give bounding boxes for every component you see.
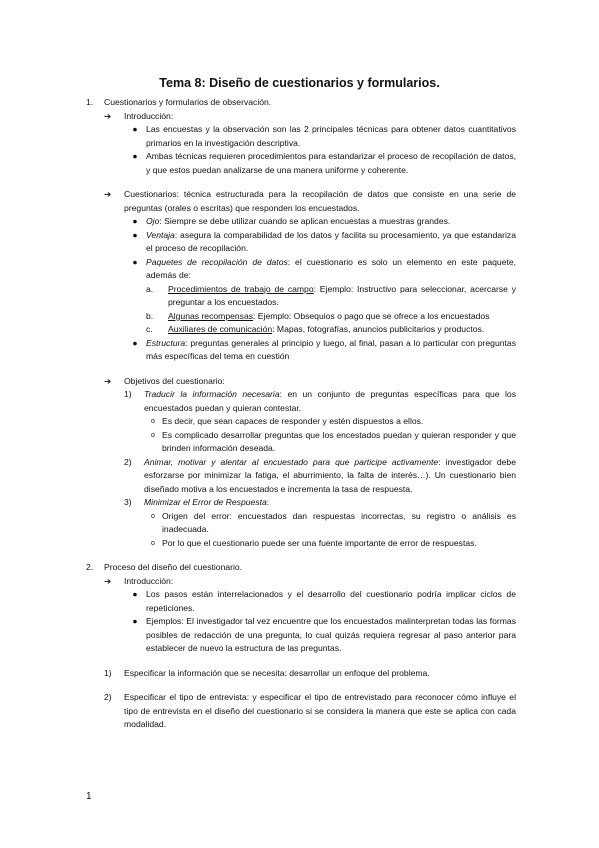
circle-bullet-icon: o: [151, 539, 155, 547]
circle-bullet-icon: o: [151, 512, 155, 520]
list-item: [124, 615, 516, 656]
circle-bullet-icon: o: [151, 431, 155, 439]
item-text: : Ejemplo: Obsequios o pago que se ofrece a los encuestados: [253, 310, 490, 321]
cuestionarios-text: Cuestionarios: técnica estructurada para la recopilación de datos que consiste en una serie de preguntas (orales o escritas) que responden los encuestados.: [124, 189, 516, 213]
page-number: 1: [86, 791, 92, 802]
step-item: [104, 667, 516, 681]
list-item: [124, 496, 516, 510]
bullet-icon: ●: [132, 616, 138, 626]
list-item: [144, 510, 516, 537]
step-text: Especificar la información que se necesita: desarrollar un enfoque del problema.: [124, 667, 430, 678]
sublist-alpha: [146, 283, 516, 337]
section-number: 2.: [86, 562, 94, 572]
item-text: :: [266, 497, 270, 507]
list-item: [144, 537, 516, 551]
term: Algunas recompensas: [168, 310, 254, 321]
section-title: Cuestionarios y formularios de observación.: [104, 97, 272, 107]
list-item: [124, 123, 516, 150]
bullet-text: Las encuestas y la observación son las 2 principales técnicas para obtener datos cuantitativos primarios en la investigación descriptiva.: [146, 124, 516, 148]
item-text: Es decir, que sean capaces de responder y estén dispuestos a ellos.: [162, 416, 424, 426]
item-text: Por lo que el cuestionario puede ser una fuente importante de error de respuestas.: [162, 537, 477, 548]
sublist: [144, 510, 516, 551]
section-2-heading: [86, 561, 516, 575]
objetivos-list: [124, 388, 516, 550]
list-item: [124, 337, 516, 364]
bullet-text: Ejemplos: El investigador tal vez encuentre que los encuestados malinterpretan todas las formas posibles de redacción de una pregunta, lo cual quizás requiera regresar al paso anterior para establecer de nuevo la estructura de las preguntas.: [146, 616, 516, 653]
term: Paquetes de recopilación de datos: [146, 256, 288, 267]
item-number: 3): [124, 497, 132, 507]
bullet-icon: ●: [132, 216, 138, 226]
bullet-icon: ●: [132, 589, 138, 599]
intro-label: Introducción:: [124, 575, 174, 586]
item-letter: b.: [146, 310, 154, 321]
bullet-icon: ●: [132, 124, 138, 134]
step-item: [104, 691, 516, 732]
page-title: Tema 8: Diseño de cuestionarios y formularios.: [159, 76, 440, 90]
list-item: [124, 588, 516, 615]
term: Ojo: [146, 216, 160, 226]
item-text: : Mapas, fotografías, anuncios publicitarios y productos.: [272, 324, 485, 334]
cuestionarios-heading: [104, 188, 516, 215]
bullet-icon: ●: [132, 337, 138, 348]
section-2-body: [104, 575, 516, 732]
section-1-body: [104, 110, 516, 551]
term: Procedimientos de trabajo de campo: [168, 283, 314, 294]
list-item: [124, 256, 516, 283]
section-title: Proceso del diseño del cuestionario.: [104, 562, 243, 572]
list-item: [146, 310, 516, 324]
cuestionarios-list: [124, 215, 516, 364]
item-text: : investigador debe esforzarse por minimizar la fatiga, el aburrimiento, la falta de interés…). Un cuestionario bien diseñado motiva a los encuestados e incrementa la tasa de respuesta.: [144, 456, 516, 494]
intro-heading: [104, 575, 516, 589]
bullet-icon: ●: [132, 256, 138, 267]
bullet-icon: ●: [132, 229, 138, 240]
term: Traducir la información necesaria: [144, 389, 280, 399]
bullet-icon: ●: [132, 151, 138, 161]
list-item: [124, 215, 516, 229]
bullet-text: Ambas técnicas requieren procedimientos para estandarizar el proceso de recopilación de datos, y que estos puedan analizarse de una manera uniforme y coherente.: [146, 151, 516, 175]
objetivos-label: Objetivos del cuestionario:: [124, 375, 225, 386]
step-number: 2): [104, 692, 112, 702]
arrow-icon: ➔: [104, 375, 112, 386]
sublist: [144, 415, 516, 456]
item-text: : en un conjunto de preguntas específicas para que los encuestados puedan y quieran contestar.: [144, 389, 517, 413]
bullet-text: Los pasos están interrelacionados y el desarrollo del cuestionario podría implicar ciclos de repeticiones.: [146, 589, 516, 613]
item-text: Origen del error: encuestados dan respuestas incorrectas, su registro o análisis es inadecuada.: [162, 510, 516, 534]
intro-list: [124, 588, 516, 656]
section-number: 1.: [86, 97, 94, 107]
arrow-icon: ➔: [104, 110, 112, 121]
term: Estructura: [146, 337, 186, 348]
item-text: Es complicado desarrollar preguntas que los encestados puedan y quieran responder y que brinden información deseada.: [162, 429, 516, 453]
bullet-text: : Siempre se debe utilizar cuando se aplican encuestas a muestras grandes.: [159, 216, 451, 226]
item-number: 1): [124, 389, 132, 399]
list-item: [124, 388, 516, 415]
item-letter: c.: [146, 324, 153, 334]
intro-list: [124, 123, 516, 177]
arrow-icon: ➔: [104, 189, 112, 199]
step-text: Especificar el tipo de entrevista: y especificar el tipo de entrevistado para reconocer cómo influye el tipo de entrevista en el diseño del cuestionario si se considera la manera que este se aplica con cada modalidad.: [124, 692, 516, 729]
list-item: [144, 415, 516, 429]
list-item: [146, 323, 516, 337]
list-item: [146, 283, 516, 310]
arrow-icon: ➔: [104, 575, 112, 586]
list-item: [144, 429, 516, 456]
list-item: [124, 150, 516, 177]
bullet-text: : asegura la comparabilidad de los datos y facilita su procesamiento, ya que estandariza el proceso de recopilación.: [146, 229, 516, 253]
section-1-heading: [86, 96, 516, 110]
bullet-text: : preguntas generales al principio y luego, al final, pasan a lo particular con preguntas más específicas del tema en cuestión: [146, 337, 516, 361]
intro-label: Introducción:: [124, 110, 174, 121]
objetivos-heading: [104, 375, 516, 389]
term: Ventaja: [146, 229, 175, 240]
circle-bullet-icon: o: [151, 418, 155, 425]
item-letter: a.: [146, 283, 154, 294]
list-item: [124, 229, 516, 256]
list-item: [124, 456, 516, 497]
item-number: 2): [124, 456, 132, 467]
step-number: 1): [104, 667, 112, 678]
term: Auxiliares de comunicación: [168, 324, 273, 334]
bullet-text: : el cuestionario es solo un elemento en este paquete, además de:: [146, 256, 516, 280]
intro-heading: [104, 110, 516, 124]
document-body: [86, 96, 516, 732]
term: Animar, motivar y alentar al encuestado para que participe activamente: [144, 456, 439, 467]
term: Minimizar el Error de Respuesta: [144, 497, 267, 507]
item-text: : Ejemplo: Instructivo para seleccionar, acercarse y preguntar a los encuestados.: [168, 283, 517, 307]
